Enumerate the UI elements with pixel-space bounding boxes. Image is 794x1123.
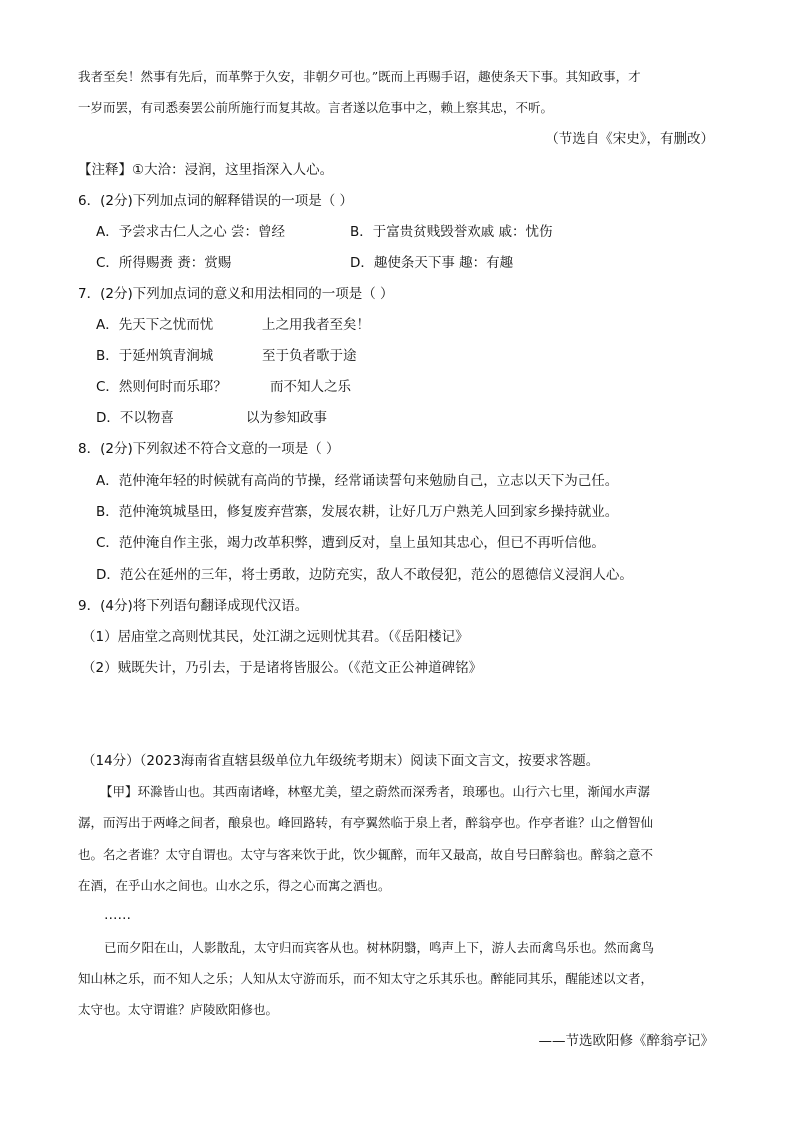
annotation-note: 【注释】①大洽：浸润，这里指深入人心。 [78,162,334,178]
jia-line: 太守也。太守谓谁？庐陵欧阳修也。 [78,1002,279,1017]
q6-option-b: B．于富贵贫贱毁誉欢戚 戚：忧伤 [350,224,553,240]
jia-source: ——节选欧阳修《醉翁亭记》 [538,1033,714,1049]
jia-line: 已而夕阳在山，人影散乱，太守归而宾客从也。树林阴翳，鸣声上下，游人去而禽鸟乐也。然而禽鸟 [104,940,655,955]
q7-option-d: D．不以物喜 [96,410,174,426]
passage-source: （节选自《宋史》，有删改） [545,131,714,147]
q9-item-2: （2）贼既失计，乃引去，于是诸将皆服公。（《范文正公神道碑铭》 [82,660,483,676]
passage-line: 一岁而罢，有司悉奏罢公前所施行而复其故。言者遂以危事中之，赖上察其忠，不听。 [78,100,554,115]
q7-option-a: A．先天下之忧而忧 [96,317,214,333]
ellipsis: …… [104,907,131,923]
passage-line: 我者至矣！然事有先后，而革弊于久安，非朝夕可也。”既而上再赐手诏，趣使条天下事。其知政事，才 [78,69,641,84]
jia-line: 也。名之者谁？太守自谓也。太守与客来饮于此，饮少辄醉，而年又最高，故自号曰醉翁也。醉翁之意不 [78,847,654,862]
q7-option-c: C．然则何时而乐耶？ [96,379,227,395]
question-7-stem: 7．(2分)下列加点词的意义和用法相同的一项是（ ） [78,286,394,302]
q9-item-1: （1）居庙堂之高则忧其民，处江湖之远则忧其君。（《岳阳楼记》 [82,629,469,645]
q8-option-c: C．范仲淹自作主张，竭力改革积弊，遭到反对，皇上虽知其忠心，但已不再听信他。 [96,535,605,551]
section-header: （14分）（2023海南省直辖县级单位九年级统考期末）阅读下面文言文，按要求答题。 [82,753,600,769]
q7-option-b: B．于延州筑青涧城 [96,348,214,364]
q7-option-b-pair: 至于负者歌于途 [262,348,357,364]
q6-option-c: C．所得赐赉 赉：赏赐 [96,255,232,271]
q7-option-c-pair: 而不知人之乐 [270,379,351,395]
q6-option-d: D．趣使条天下事 趣：有趣 [350,255,514,271]
q7-option-d-pair: 以为参知政事 [246,410,327,426]
q8-option-d: D．范公在延州的三年，将士勇敢，边防充实，敌人不敢侵犯，范公的恩德信义浸润人心。 [96,567,633,583]
jia-line: 【甲】环滁皆山也。其西南诸峰，林壑尤美，望之蔚然而深秀者，琅琊也。山行六七里，渐闻水声潺 [100,784,651,799]
question-6-stem: 6．(2分)下列加点词的解释错误的一项是（ ） [78,193,354,209]
q8-option-a: A．范仲淹年轻的时候就有高尚的节操，经常诵读誓句来勉励自己，立志以天下为己任。 [96,473,619,489]
question-8-stem: 8．(2分)下列叙述不符合文意的一项是（ ） [78,441,340,457]
jia-line: 在酒，在乎山水之间也。山水之乐，得之心而寓之酒也。 [78,878,391,893]
question-9-stem: 9．(4分)将下列语句翻译成现代汉语。 [78,598,309,614]
jia-line: 潺，而泻出于两峰之间者，酿泉也。峰回路转，有亭翼然临于泉上者，醉翁亭也。作亭者谁？山之僧智仙 [78,815,654,830]
q6-option-a: A．予尝求古仁人之心 尝：曾经 [96,224,286,240]
jia-line: 知山林之乐，而不知人之乐；人知从太守游而乐，而不知太守之乐其乐也。醉能同其乐，醒能述以文者， [78,971,654,986]
q8-option-b: B．范仲淹筑城垦田，修复废弃营寨，发展农耕，让好几万户熟羌人回到家乡操持就业。 [96,504,619,520]
q7-option-a-pair: 上之用我者至矣！ [262,317,370,333]
